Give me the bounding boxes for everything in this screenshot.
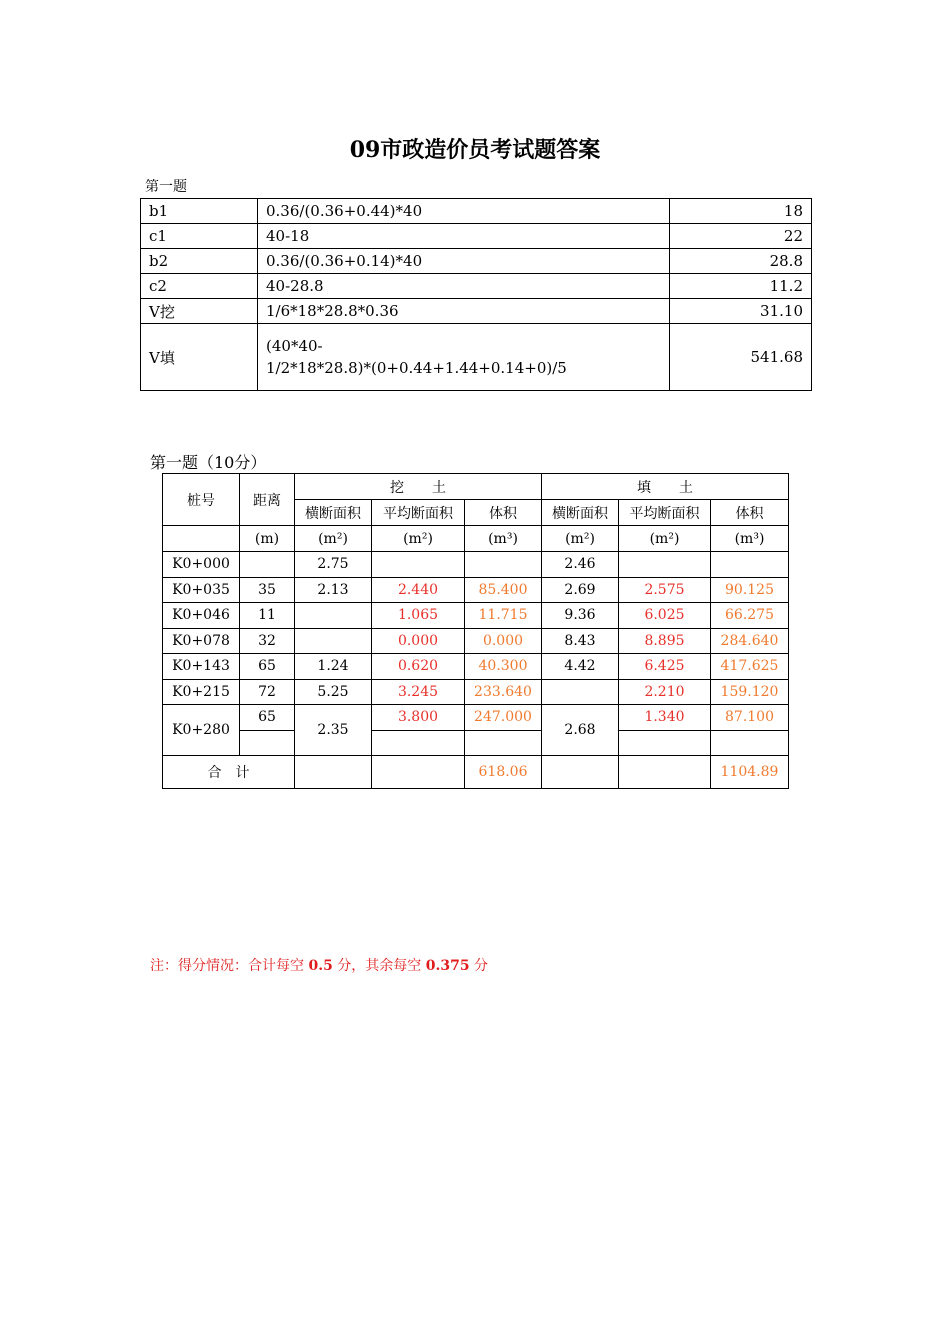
fill-cross-area-cell: 9.36	[542, 603, 619, 629]
section1-label: 第一题	[145, 179, 187, 195]
formula-line: (40*40-	[266, 337, 323, 355]
row-name: V挖	[141, 299, 258, 324]
header-fill: 填 土	[542, 474, 789, 500]
cut-vol-blank	[465, 730, 542, 756]
total-blank	[295, 756, 372, 789]
fill-avg-cell: 1.340	[619, 705, 711, 731]
cut-avg-cell: 0.620	[372, 654, 465, 680]
row-value: 18	[670, 199, 812, 224]
formula-line: 40-28.8	[266, 277, 324, 295]
fill-avg-cell: 6.025	[619, 603, 711, 629]
distance-cell: 11	[240, 603, 295, 629]
cut-cross-area-cell	[295, 628, 372, 654]
fill-avg-cell: 6.425	[619, 654, 711, 680]
station-cell: K0+143	[163, 654, 240, 680]
cut-avg-blank	[372, 552, 465, 578]
note-mid: 分，其余每空	[332, 958, 426, 974]
cut-avg-blank	[372, 730, 465, 756]
row-value: 28.8	[670, 249, 812, 274]
total-label: 合 计	[163, 756, 295, 789]
cut-cross-area-cell: 1.24	[295, 654, 372, 680]
fill-avg-cell: 8.895	[619, 628, 711, 654]
fill-vol-blank	[711, 552, 789, 578]
header-station: 桩号	[163, 474, 240, 526]
fill-vol-cell: 417.625	[711, 654, 789, 680]
fill-vol-cell: 87.100	[711, 705, 789, 731]
answer-row	[141, 249, 812, 274]
earthwork-table	[162, 473, 789, 789]
formula-line: 0.36/(0.36+0.44)*40	[266, 202, 423, 220]
scoring-note	[150, 955, 488, 975]
row-formula	[258, 249, 670, 274]
distance-cell: 65	[240, 654, 295, 680]
station-cell: K0+215	[163, 679, 240, 705]
unit-station	[163, 526, 240, 552]
page-title: 09市政造价员考试题答案	[349, 137, 601, 163]
fill-cross-area-cell: 2.68	[542, 705, 619, 756]
total-blank	[542, 756, 619, 789]
cut-avg-cell: 0.000	[372, 628, 465, 654]
cut-avg-cell: 2.440	[372, 577, 465, 603]
header-cut: 挖 土	[295, 474, 542, 500]
answer-table-1	[140, 198, 812, 391]
fill-cross-area-cell: 8.43	[542, 628, 619, 654]
fill-cross-area-cell: 2.69	[542, 577, 619, 603]
station-cell: K0+046	[163, 603, 240, 629]
note-value-1: 0.5	[308, 958, 333, 974]
answer-row	[141, 224, 812, 249]
fill-avg-blank	[619, 552, 711, 578]
row-formula	[258, 324, 670, 391]
total-blank	[619, 756, 711, 789]
fill-cross-area-cell: 2.46	[542, 552, 619, 578]
cut-vol-cell: 11.715	[465, 603, 542, 629]
row-value: 22	[670, 224, 812, 249]
fill-avg-cell: 2.210	[619, 679, 711, 705]
distance-cell: 32	[240, 628, 295, 654]
note-prefix: 注：得分情况：合计每空	[150, 958, 309, 974]
unit-cut-avg: (m²)	[372, 526, 465, 552]
fill-vol-blank	[711, 730, 789, 756]
unit-fill-cross: (m²)	[542, 526, 619, 552]
distance-cell: 35	[240, 577, 295, 603]
row-value: 31.10	[670, 299, 812, 324]
unit-cut-vol: (m³)	[465, 526, 542, 552]
distance-blank	[240, 552, 295, 578]
row-value: 11.2	[670, 274, 812, 299]
table-row	[163, 730, 789, 756]
row-name: b2	[141, 249, 258, 274]
note-value-2: 0.375	[425, 958, 470, 974]
fill-vol-cell: 90.125	[711, 577, 789, 603]
formula-line: 1/6*18*28.8*0.36	[266, 302, 399, 320]
header-fill-avg-area: 平均断面积	[619, 500, 711, 526]
cut-cross-area-cell: 2.13	[295, 577, 372, 603]
unit-fill-avg: (m²)	[619, 526, 711, 552]
cut-cross-area-cell	[295, 603, 372, 629]
row-formula	[258, 224, 670, 249]
answer-row	[141, 199, 812, 224]
header-distance: 距离	[240, 474, 295, 526]
cut-avg-cell: 3.800	[372, 705, 465, 731]
answer-row	[141, 324, 812, 391]
unit-distance: (m)	[240, 526, 295, 552]
station-cell: K0+000	[163, 552, 240, 578]
cut-vol-cell: 0.000	[465, 628, 542, 654]
unit-cut-cross: (m²)	[295, 526, 372, 552]
distance-cell: 65	[240, 705, 295, 731]
table-row	[163, 552, 789, 578]
distance-blank	[240, 730, 295, 756]
row-name: c1	[141, 224, 258, 249]
header-cut-volume: 体积	[465, 500, 542, 526]
answer-row	[141, 274, 812, 299]
fill-vol-cell: 159.120	[711, 679, 789, 705]
fill-vol-cell: 66.275	[711, 603, 789, 629]
fill-cross-area-cell: 4.42	[542, 654, 619, 680]
row-name: b1	[141, 199, 258, 224]
fill-avg-cell: 2.575	[619, 577, 711, 603]
cut-vol-blank	[465, 552, 542, 578]
total-blank	[372, 756, 465, 789]
total-fill-volume: 1104.89	[711, 756, 789, 789]
formula-line: 1/2*18*28.8)*(0+0.44+1.44+0.14+0)/5	[266, 359, 567, 377]
cut-cross-area-cell: 2.75	[295, 552, 372, 578]
cut-vol-cell: 247.000	[465, 705, 542, 731]
station-cell: K0+280	[163, 705, 240, 756]
cut-cross-area-cell: 5.25	[295, 679, 372, 705]
total-cut-volume: 618.06	[465, 756, 542, 789]
section2-label: 第一题（10分）	[150, 453, 267, 472]
fill-avg-blank	[619, 730, 711, 756]
header-cut-avg-area: 平均断面积	[372, 500, 465, 526]
header-fill-volume: 体积	[711, 500, 789, 526]
station-cell: K0+035	[163, 577, 240, 603]
header-fill-cross-area: 横断面积	[542, 500, 619, 526]
formula-line: 40-18	[266, 227, 310, 245]
cut-avg-cell: 3.245	[372, 679, 465, 705]
row-name: V填	[141, 324, 258, 391]
cut-vol-cell: 40.300	[465, 654, 542, 680]
fill-vol-cell: 284.640	[711, 628, 789, 654]
cut-vol-cell: 85.400	[465, 577, 542, 603]
unit-fill-vol: (m³)	[711, 526, 789, 552]
answer-row	[141, 299, 812, 324]
cut-vol-cell: 233.640	[465, 679, 542, 705]
total-row	[163, 756, 789, 789]
header-cut-cross-area: 横断面积	[295, 500, 372, 526]
row-formula	[258, 274, 670, 299]
note-suffix: 分	[469, 958, 489, 974]
distance-cell: 72	[240, 679, 295, 705]
row-value: 541.68	[670, 324, 812, 391]
row-formula	[258, 199, 670, 224]
row-name: c2	[141, 274, 258, 299]
formula-line: 0.36/(0.36+0.14)*40	[266, 252, 423, 270]
station-cell: K0+078	[163, 628, 240, 654]
fill-cross-area-cell	[542, 679, 619, 705]
cut-cross-area-cell: 2.35	[295, 705, 372, 756]
row-formula	[258, 299, 670, 324]
cut-avg-cell: 1.065	[372, 603, 465, 629]
